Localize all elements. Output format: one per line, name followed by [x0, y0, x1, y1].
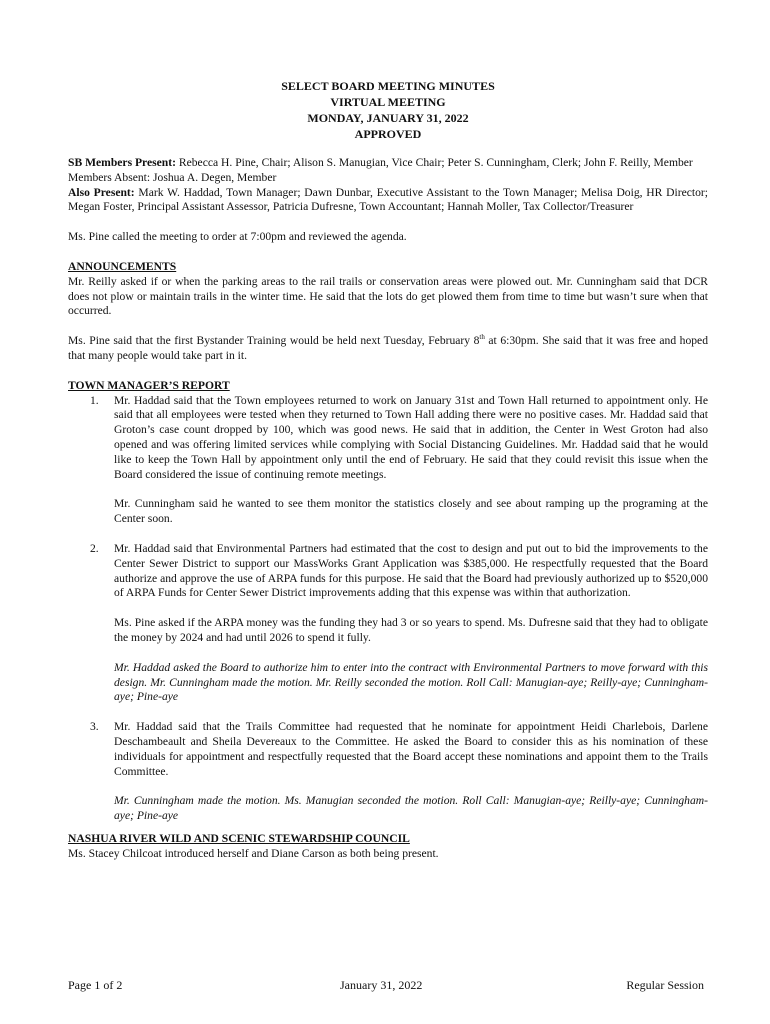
title-line-2: VIRTUAL MEETING: [330, 95, 446, 109]
town-manager-list: [68, 394, 708, 824]
footer-date: January 31, 2022: [340, 978, 423, 992]
announcements-para-2: Ms. Pine said that the first Bystander Training would be held next Tuesday, February 8th at 6:30pm. She said that it was free and hoped that many people would take part in it.: [68, 333, 708, 362]
title-line-4: APPROVED: [354, 127, 422, 141]
document-page: [68, 78, 708, 861]
title-line-3: MONDAY, JANUARY 31, 2022: [307, 111, 469, 125]
list-item: 1. Mr. Haddad said that the Town employees returned to work on January 31st and Town Hall returned to appointment only. He said that all employees were tested when they returned to Town Hall adding there were no positive cases. Mr. Haddad said that Groton’s case count dropped by 100, which was good news. He said that in addition, the Center in West Groton had also opened and was offering limited services while complying with Social Distancing Guidelines. Mr. Haddad said that he would like to keep the Town Hall by appointment only until the end of February. He said that they could revisit this issue when the Board considered the issue of continuing remote meetings. Mr. Cunningham said he wanted to see them monitor the statistics closely and see about ramping up the programing at the Center soon.: [90, 393, 708, 526]
also-present-text: Mark W. Haddad, Town Manager; Dawn Dunbar, Executive Assistant to the Town Manager; Melisa Doig, HR Director; Megan Foster, Principal Assistant Assessor, Patricia Dufresne, Town Accountant; Hannah Moller, Tax Collector/Treasurer: [68, 185, 708, 214]
also-present: [68, 186, 708, 216]
announcements-heading: ANNOUNCEMENTS: [68, 259, 177, 273]
members-present-text: Rebecca H. Pine, Chair; Alison S. Manugian, Vice Chair; Peter S. Cunningham, Clerk; John F. Reilly, Member: [175, 156, 693, 169]
footer-session: Regular Session: [626, 978, 704, 992]
document-title: [68, 78, 708, 142]
town-manager-heading: TOWN MANAGER’S REPORT: [68, 378, 230, 392]
members-present: [68, 156, 708, 171]
members-present-label: SB Members Present:: [68, 156, 176, 169]
motion-text: Mr. Haddad asked the Board to authorize him to enter into the contract with Environmental Partners to move forward with this design. Mr. Cunningham made the motion. Mr. Reilly seconded the motion. Roll Call: Manugian-aye; Reilly-aye; Cunningham-aye; Pine-aye: [114, 660, 708, 704]
nashua-heading: NASHUA RIVER WILD AND SCENIC STEWARDSHIP COUNCIL: [68, 831, 410, 845]
also-present-label: Also Present:: [68, 185, 135, 199]
list-item: 3. Mr. Haddad said that the Trails Committee had requested that he nominate for appointment Heidi Charlebois, Darlene Deschambeault and Sheila Devereaux to the Committee. He asked the Board to consider this as his nomination of these individuals for appointment and respectfully requested that the Board accept these nominations and appoint them to the Trails Committee. Mr. Cunningham made the motion. Ms. Manugian seconded the motion. Roll Call: Manugian-aye; Reilly-aye; Cunningham-aye; Pine-aye: [90, 720, 708, 823]
members-absent: Members Absent: Joshua A. Degen, Member: [68, 170, 277, 184]
title-line-1: SELECT BOARD MEETING MINUTES: [281, 79, 495, 93]
call-to-order: Ms. Pine called the meeting to order at 7:00pm and reviewed the agenda.: [68, 230, 407, 244]
footer-page-number: Page 1 of 2: [68, 978, 123, 992]
announcements-para-1: Mr. Reilly asked if or when the parking areas to the rail trails or conservation areas were plowed out. Mr. Cunningham said that DCR does not plow or maintain trails in the winter time. He said that the lots do get plowed them from time to time but wasn’t sure when that occurred.: [68, 274, 708, 318]
nashua-text: Ms. Stacey Chilcoat introduced herself and Diane Carson as both being present.: [68, 846, 439, 860]
motion-text: Mr. Cunningham made the motion. Ms. Manugian seconded the motion. Roll Call: Manugian-aye; Reilly-aye; Cunningham-aye; Pine-aye: [114, 794, 708, 823]
list-item: 2. Mr. Haddad said that Environmental Partners had estimated that the cost to design and put out to bid the improvements to the Center Sewer District to support our MassWorks Grant Application was $385,000. He respectfully requested that the Board authorize and approve the use of ARPA funds for this purpose. He said that the Board had previously authorized up to $520,000 of ARPA Funds for Center Sewer District improvements adding that this expense was within that authorization. Ms. Pine asked if the ARPA money was the funding they had 3 or so years to spend. Ms. Dufresne said that they had to obligate the money by 2024 and had until 2026 to spend it fully. Mr. Haddad asked the Board to authorize him to enter into the contract with Environmental Partners to move forward with this design. Mr. Cunningham made the motion. Mr. Reilly seconded the motion. Roll Call: Manugian-aye; Reilly-aye; Cunningham-aye; Pine-aye: [90, 541, 708, 704]
